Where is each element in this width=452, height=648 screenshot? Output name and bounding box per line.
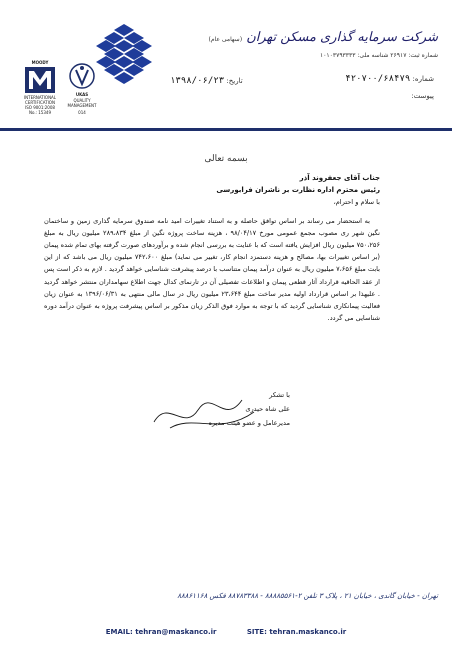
letter-number-label: شماره: <box>412 75 434 83</box>
letter-number <box>345 74 434 84</box>
moody-certification: CERTIFICATION <box>25 100 55 105</box>
ukas-management: MANAGEMENT <box>67 103 97 108</box>
signatory-name: علی شاه حیدری <box>245 405 290 413</box>
moody-number: No.: 15349 <box>29 110 51 115</box>
addressee-name: جناب آقای جعفروند آذر <box>299 174 380 182</box>
attachment-label: پیوست: <box>411 92 434 100</box>
moody-iso: ISO 9001:2008 <box>25 105 55 110</box>
header-rule <box>0 128 452 131</box>
signature-block <box>140 388 290 430</box>
letter-paragraph: به استحضار می رساند بر اساس توافق حاصله و به استناد تغییرات امید نامه صندوق سرمایه گذاری زمین و ساختمان نگین شهر ری مصوب مجمع عمومی مورخ ۹۸/۰۴/۱۷ ، هزینه ساخت پروژه نگین از مبلغ ۲۸۹،۸۳۴ میلیون ریال به مبلغ ۷۵۰،۲۵۶ میلیون ریال افزایش یافته است که با عنایت به بررسی انجام شده و برآوردهای صورت گرفته بهای تمام شده پیمان (بر اساس تغییرات بها، مصالح و هزینه دستمزد انجام کار، تغییر می نماید) مبلغ ۷۴۲،۶۰۰ میلیون ریال می باشد که از این بابت مبلغ ۷،۶۵۶ میلیون ریال به عنوان درآمد پیمان متناسب با درصد پیشرفت شناسایی خواهد گردید . لازم به ذکر است پس از عقد الحاقیه قرارداد آثار قطعی پیمان و اطلاعات تفصیلی آن در تارنمای کدال جهت اطلاع سهامداران منتشر خواهد گردید . علیهذا بر اساس قرارداد اولیه مدیر ساخت مبلغ ۲۳،۶۴۴ میلیون ریال در سال مالی منتهی به ۱۳۹۶/۰۶/۳۱ به عنوان زیان فعالیت پیمانکاری شناسایی گردید که با توجه به موارد فوق الذکر زیان مذکور بر اساس پیشرفت پروژه به عنوان درآمد دوره شناسایی می گردد. <box>44 216 381 323</box>
date-label: تاریخ: <box>226 77 243 85</box>
company-logo <box>95 22 153 92</box>
letter-attachment <box>411 92 434 100</box>
company-type: (سهامی عام) <box>208 36 243 43</box>
footer-email: EMAIL: tehran@maskanco.ir <box>105 628 217 636</box>
moody-international: INTERNATIONAL <box>23 95 57 100</box>
letter-body <box>44 172 380 324</box>
letter-date <box>170 76 243 86</box>
company-name <box>208 30 438 45</box>
ukas-certification-badge <box>66 62 98 118</box>
basmala: بسمه تعالی <box>204 154 248 164</box>
footer-site: SITE: tehran.maskanco.ir <box>246 628 347 636</box>
ukas-label: UKAS <box>75 92 89 97</box>
signature-closing: با تشکر <box>269 391 290 399</box>
greeting: با سلام و احترام، <box>333 198 380 207</box>
date-value: ۱۳۹۸/۰۶/۲۳ <box>170 76 225 86</box>
footer-contact <box>0 628 452 636</box>
registration-line: شماره ثبت: ۲۶۹۱۷ شناسه ملی: ۱۰۱۰۳۷۹۳۳۳۳ <box>319 52 438 59</box>
moody-certification-badge <box>22 58 58 118</box>
signatory-title: مدیرعامل و عضو هیئت مدیره <box>208 419 290 427</box>
footer-address: تهران - خیابان گاندی ، خیابان ۲۱ ، پلاک ۳ تلفن ۲-۸۸۸۸۵۵۶۱ - ۸۸۷۸۳۳۸۸ فکس ۸۸۸۶۱۱۶۸ <box>177 592 438 600</box>
company-name-text: شرکت سرمایه گذاری مسکن تهران <box>246 30 438 45</box>
moody-label: MOODY <box>31 60 49 65</box>
addressee-title: رئیس محترم اداره نظارت بر ناشران فرابورسی <box>216 186 380 195</box>
letter-number-value: ۴۲۰۷۰۰/۶۸۴۷۹ <box>345 74 411 84</box>
ukas-number: 014 <box>78 110 86 115</box>
ukas-quality: QUALITY <box>73 98 91 103</box>
